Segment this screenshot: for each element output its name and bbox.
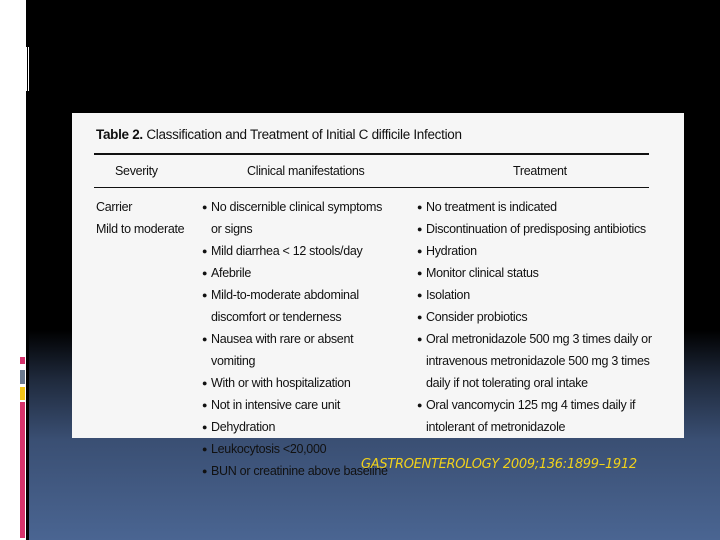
treatment-column [417,196,667,438]
table-top-rule [94,153,649,155]
table-title-label: Table 2. [96,127,143,142]
table-header-rule [94,187,649,188]
list-item: ● Afebrile [202,262,392,284]
accent-bar-pink-small [20,357,25,364]
bullet-icon: ● [417,246,423,256]
accent-bar-gray [20,370,25,384]
list-item: ● Oral vancomycin 125 mg 4 times daily if intolerant of metronidazole [417,394,667,438]
bullet-icon: ● [202,334,208,344]
list-item: ● Isolation [417,284,667,306]
clinical-column [202,196,392,482]
severity-item: Carrier [96,200,133,214]
bullet-icon: ● [417,224,423,234]
list-item: ● With or with hospitalization [202,372,392,394]
bullet-icon: ● [202,444,208,454]
list-item: ● Leukocytosis <20,000 [202,438,392,460]
table-title [96,127,462,142]
accent-bar-yellow [20,387,25,400]
bullet-icon: ● [202,246,208,256]
column-header-treatment: Treatment [513,164,567,178]
list-item: ● Nausea with rare or absent vomiting [202,328,392,372]
bullet-icon: ● [202,400,208,410]
bullet-icon: ● [417,400,423,410]
bullet-icon: ● [202,422,208,432]
list-item: ● No treatment is indicated [417,196,667,218]
list-item: ● Hydration [417,240,667,262]
bullet-icon: ● [202,268,208,278]
citation-text: GASTROENTEROLOGY 2009;136:1899–1912 [361,457,637,472]
column-header-clinical: Clinical manifestations [247,164,365,178]
column-header-severity: Severity [115,164,158,178]
bullet-icon: ● [202,466,208,476]
list-item: ● No discernible clinical symptoms or signs [202,196,392,240]
bullet-icon: ● [417,312,423,322]
severity-column [96,196,184,240]
list-item: ● Monitor clinical status [417,262,667,284]
severity-item: Mild to moderate [96,222,185,236]
accent-bar-pink-long [20,402,25,538]
bullet-icon: ● [202,378,208,388]
list-item: ● Consider probiotics [417,306,667,328]
list-item: ● Dehydration [202,416,392,438]
list-item: ● BUN or creatinine above baseline [202,460,392,482]
bullet-icon: ● [202,202,208,212]
decorative-lines [18,47,32,91]
table-title-text: Classification and Treatment of Initial C difficile Infection [146,127,462,142]
list-item: ● Discontinuation of predisposing antibiotics [417,218,667,240]
list-item: ● Mild diarrhea < 12 stools/day [202,240,392,262]
list-item: ● Not in intensive care unit [202,394,392,416]
bullet-icon: ● [417,268,423,278]
list-item: ● Oral metronidazole 500 mg 3 times daily or intravenous metronidazole 500 mg 3 times daily if not tolerating oral intake [417,328,667,394]
bullet-icon: ● [417,202,423,212]
bullet-icon: ● [417,290,423,300]
bullet-icon: ● [202,290,208,300]
list-item: ● Mild-to-moderate abdominal discomfort or tenderness [202,284,392,328]
bullet-icon: ● [417,334,423,344]
